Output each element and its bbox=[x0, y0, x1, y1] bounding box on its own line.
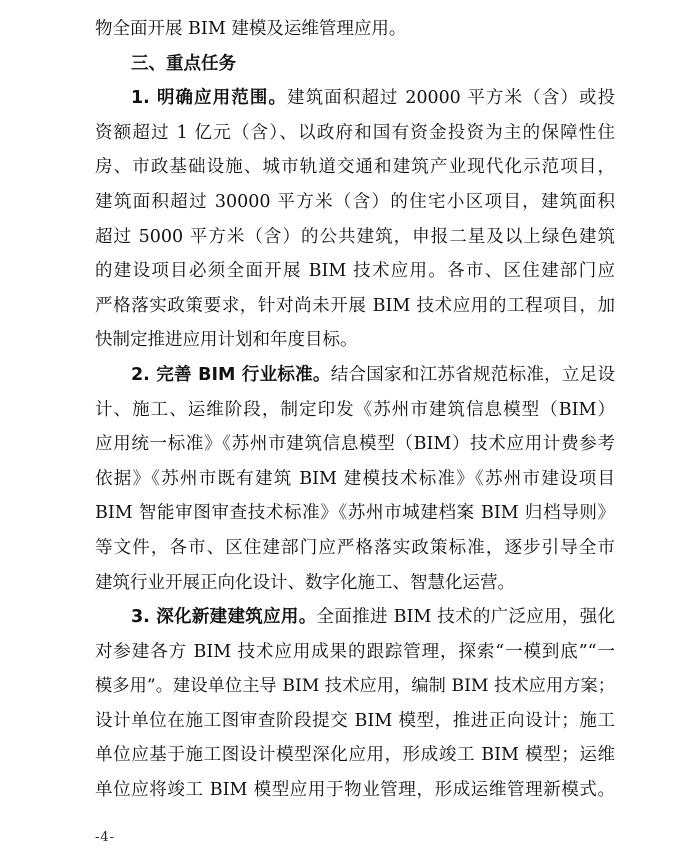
paragraph-3-line: 单位应基于施工图设计模型深化应用，形成竣工 BIM 模型；运维 bbox=[95, 745, 615, 766]
paragraph-1-line: 超过 5000 平方米（含）的公共建筑，申报二星及以上绿色建筑 bbox=[95, 226, 615, 247]
paragraph-1-line: 建筑面积超过 30000 平方米（含）的住宅小区项目，建筑面积 bbox=[95, 191, 615, 212]
paragraph-2-line: 依据》《苏州市既有建筑 BIM 建模技术标准》《苏州市建设项目 bbox=[95, 468, 615, 489]
page-number: -4- bbox=[95, 830, 116, 845]
paragraph-3-line: 对参建各方 BIM 技术应用成果的跟踪管理，探索“一模到底”“一 bbox=[95, 641, 615, 662]
document-body bbox=[95, 0, 615, 808]
paragraph-3-line: 模多用”。建设单位主导 BIM 技术应用，编制 BIM 技术应用方案； bbox=[95, 676, 615, 697]
section-heading: 三、重点任务 bbox=[131, 53, 236, 74]
paragraph-3-line bbox=[95, 600, 615, 635]
paragraph-2-line: BIM 智能审图审查技术标准》《苏州市城建档案 BIM 归档导则》 bbox=[95, 503, 615, 524]
paragraph-1-line: 房、市政基础设施、城市轨道交通和建筑产业现代化示范项目， bbox=[95, 157, 615, 178]
paragraph-1-line: 资额超过 1 亿元（含）、以政府和国有资金投资为主的保障性住 bbox=[95, 122, 615, 143]
paragraph-3-line: 设计单位在施工图审查阶段提交 BIM 模型，推进正向设计；施工 bbox=[95, 710, 615, 731]
paragraph-2-line: 建筑行业开展正向化设计、数字化施工、智慧化运营。 bbox=[95, 572, 515, 593]
paragraph-1-text: 建筑面积超过 20000 平方米（含）或投 bbox=[287, 88, 615, 109]
paragraph-1-line: 严格落实政策要求，针对尚未开展 BIM 技术应用的工程项目，加 bbox=[95, 295, 615, 316]
paragraph-3-lead: 3. 深化新建建筑应用。 bbox=[131, 607, 317, 628]
paragraph-2-line: 应用统一标准》《苏州市建筑信息模型（BIM）技术应用计费参考 bbox=[95, 434, 615, 455]
paragraph-1-line: 的建设项目必须全面开展 BIM 技术应用。各市、区住建部门应 bbox=[95, 261, 615, 282]
paragraph-2-lead: 2. 完善 BIM 行业标准。 bbox=[131, 364, 331, 385]
paragraph-1-line: 快制定推进应用计划和年度目标。 bbox=[95, 330, 358, 351]
paragraph-2-text: 结合国家和江苏省规范标准，立足设 bbox=[330, 364, 615, 385]
paragraph-continuation-line: 物全面开展 BIM 建模及运维管理应用。 bbox=[95, 19, 407, 39]
paragraph-1-line bbox=[95, 81, 615, 116]
paragraph-2-line bbox=[95, 358, 615, 393]
paragraph-1-lead: 1. 明确应用范围。 bbox=[131, 88, 288, 109]
paragraph-3-line: 单位应将竣工 BIM 模型应用于物业管理，形成运维管理新模式。 bbox=[95, 780, 615, 801]
paragraph-3-text: 全面推进 BIM 技术的广泛应用，强化 bbox=[316, 607, 615, 628]
paragraph-2-line: 计、施工、运维阶段，制定印发《苏州市建筑信息模型（BIM） bbox=[95, 399, 615, 420]
paragraph-2-line: 等文件，各市、区住建部门应严格落实政策标准，逐步引导全市 bbox=[95, 537, 615, 558]
